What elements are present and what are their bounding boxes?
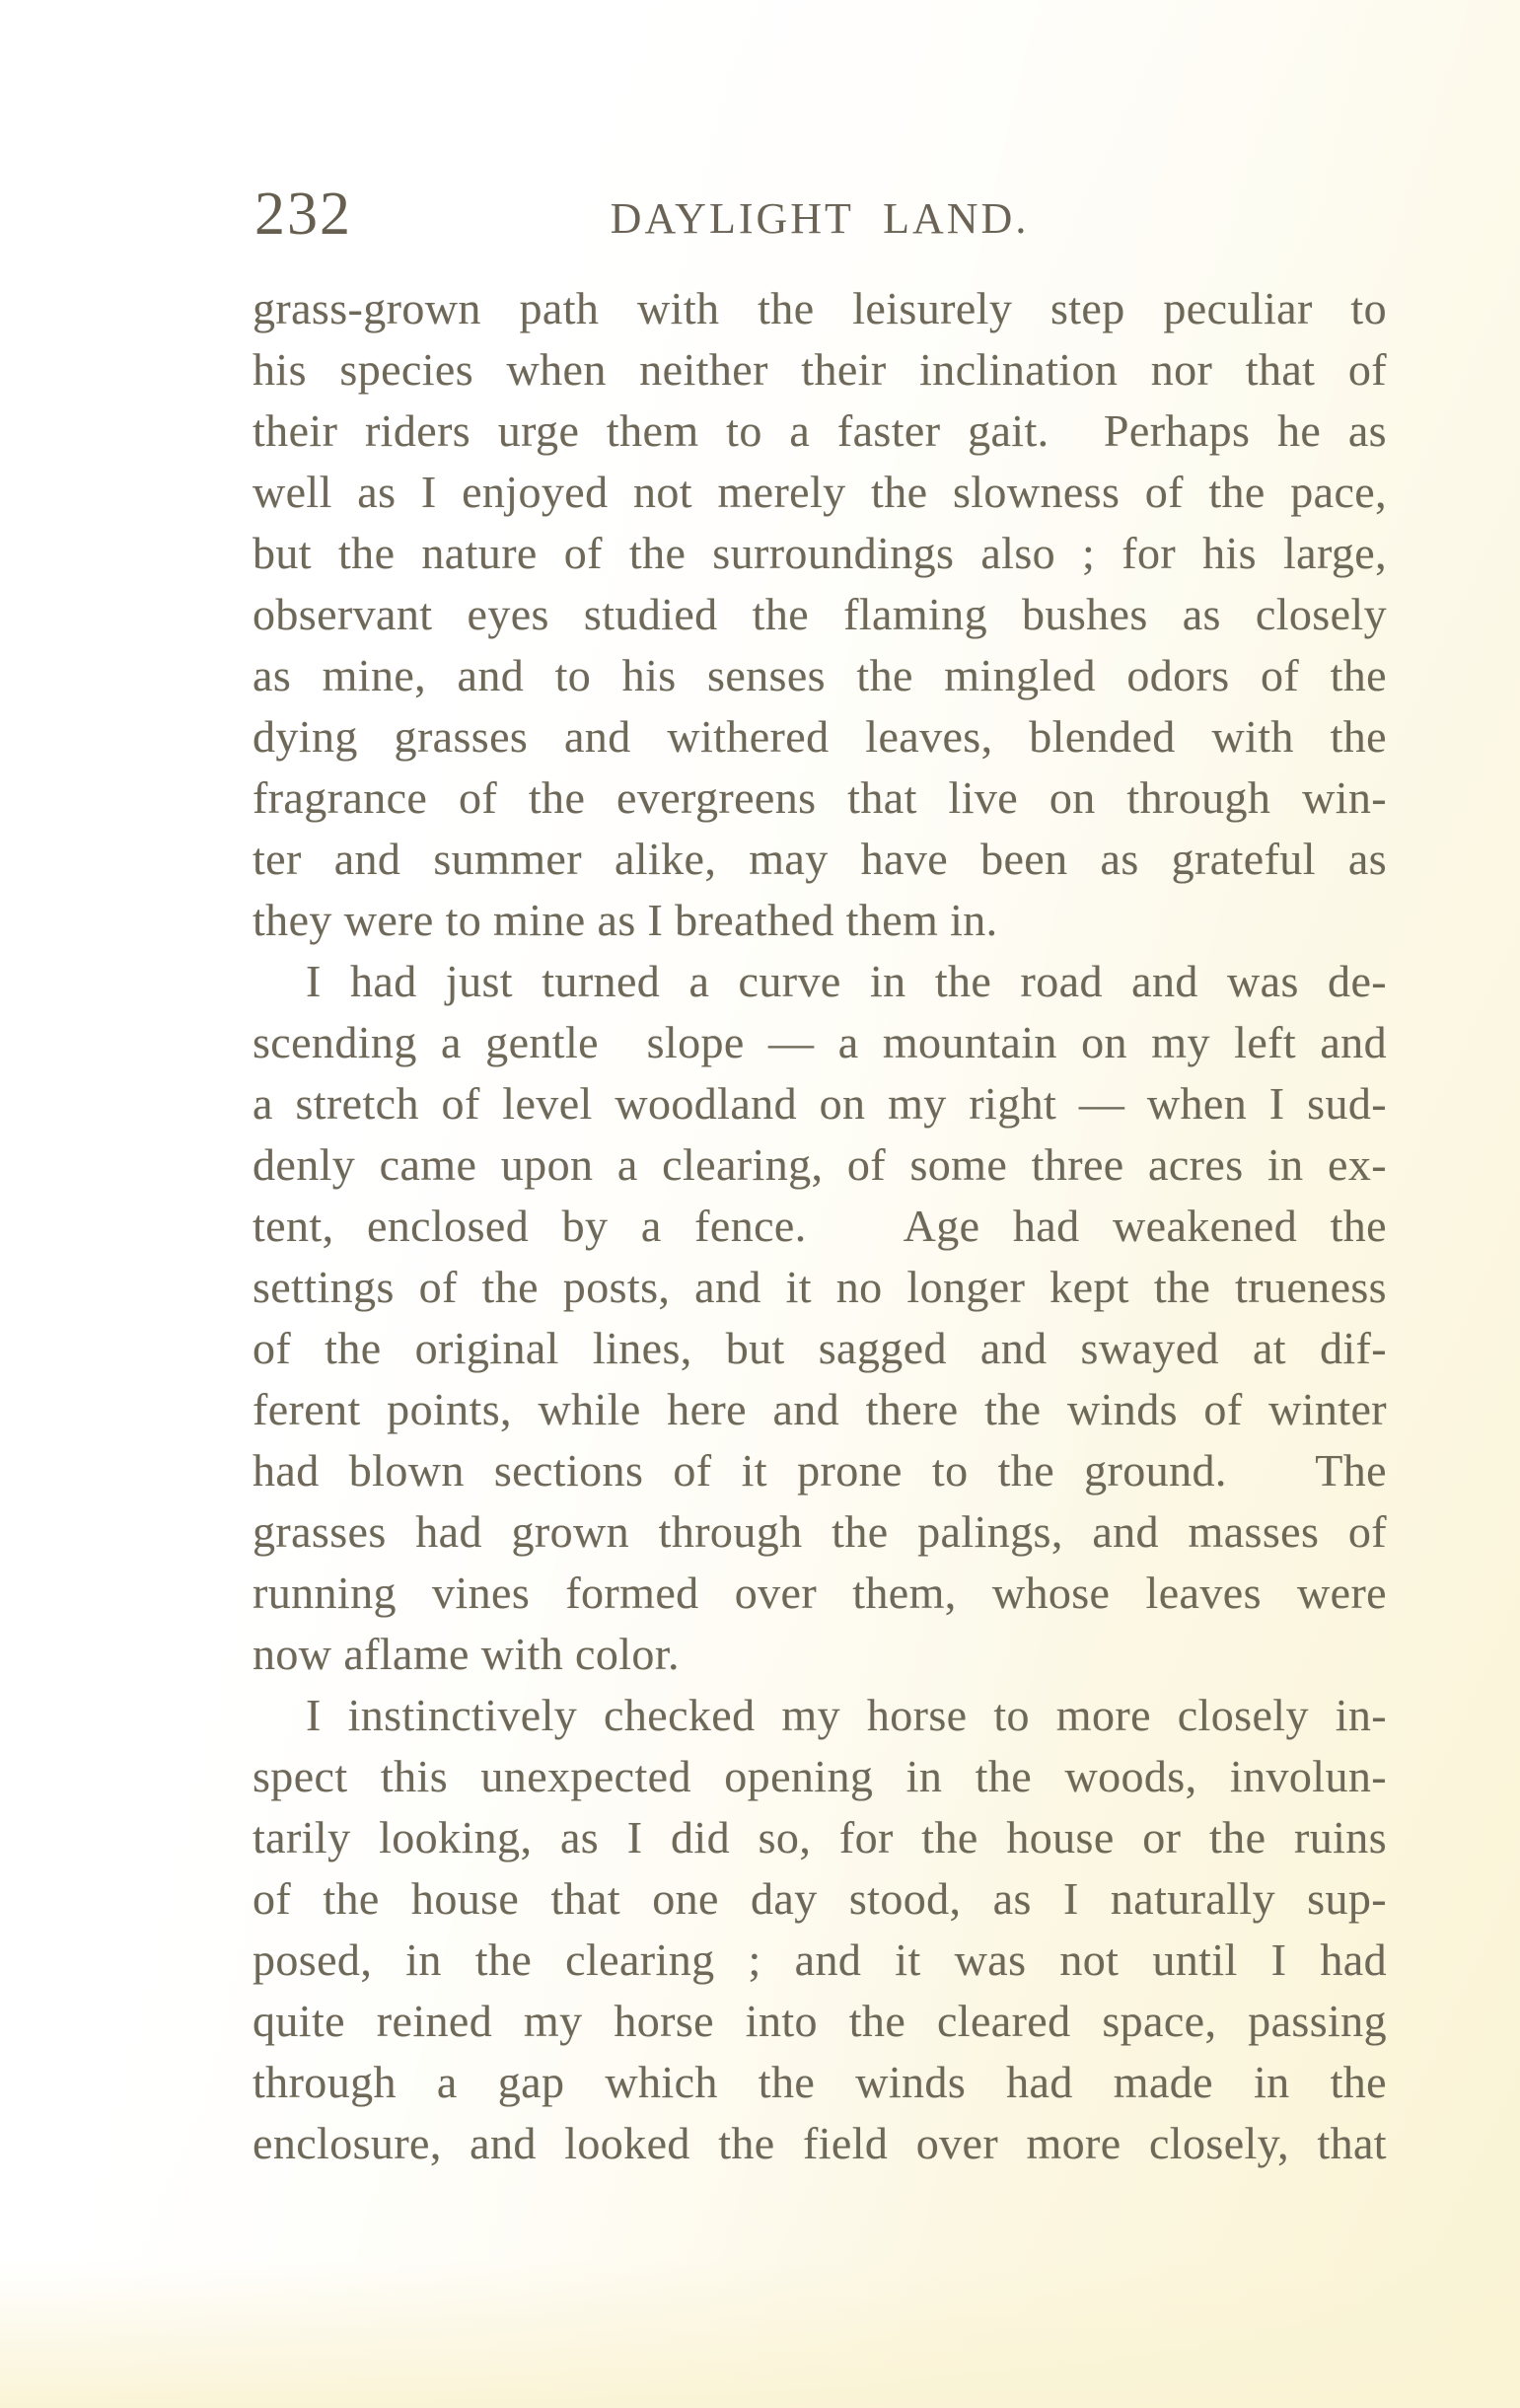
page-header — [253, 183, 1387, 272]
text-line: running vines formed over them, whose leaves were — [253, 1568, 1387, 1618]
text-line: settings of the posts, and it no longer kept the trueness — [253, 1262, 1387, 1312]
text-line: denly came upon a clearing, of some three acres in ex- — [253, 1139, 1387, 1190]
text-line: ferent points, while here and there the winds of winter — [253, 1384, 1387, 1434]
text-line: well as I enjoyed not merely the slowness of the pace, — [253, 467, 1387, 517]
text-line: enclosure, and looked the field over more closely, that — [253, 2118, 1387, 2168]
text-line: their riders urge them to a faster gait. Perhaps he as — [253, 405, 1387, 456]
text-line: they were to mine as I breathed them in. — [253, 895, 998, 945]
text-line: grass-grown path with the leisurely step peculiar to — [253, 283, 1387, 333]
text-line: scending a gentle slope — a mountain on my left and — [253, 1017, 1387, 1067]
text-line: had blown sections of it prone to the ground. The — [253, 1445, 1387, 1496]
text-line: of the house that one day stood, as I naturally sup- — [253, 1873, 1387, 1924]
text-line: spect this unexpected opening in the woods, involun- — [253, 1751, 1387, 1801]
paragraph — [253, 951, 1387, 1685]
text-line: now aflame with color. — [253, 1629, 680, 1679]
running-title: DAYLIGHT LAND. — [610, 194, 1030, 243]
text-line: a stretch of level woodland on my right — when I sud- — [253, 1078, 1387, 1129]
text-line: I instinctively checked my horse to more closely in- — [306, 1690, 1387, 1740]
text-line: his species when neither their inclination nor that of — [253, 344, 1387, 395]
text-line: tent, enclosed by a fence. Age had weakened the — [253, 1201, 1387, 1251]
text-line: posed, in the clearing ; and it was not until I had — [253, 1934, 1387, 1985]
paragraph — [253, 1685, 1387, 2174]
text-line: through a gap which the winds had made in the — [253, 2057, 1387, 2107]
paragraph — [253, 278, 1387, 951]
text-line: as mine, and to his senses the mingled odors of the — [253, 650, 1387, 700]
page-number: 232 — [254, 181, 352, 248]
text-line: but the nature of the surroundings also ; for his large, — [253, 528, 1387, 578]
text-line: I had just turned a curve in the road and was de- — [306, 956, 1387, 1006]
text-line: observant eyes studied the flaming bushes as closely — [253, 589, 1387, 639]
text-line: grasses had grown through the palings, and masses of — [253, 1506, 1387, 1557]
body-text-block — [253, 278, 1387, 2174]
text-line: ter and summer alike, may have been as grateful as — [253, 834, 1387, 884]
text-line: dying grasses and withered leaves, blended with the — [253, 711, 1387, 762]
text-line: quite reined my horse into the cleared space, passing — [253, 1996, 1387, 2046]
text-line: of the original lines, but sagged and swayed at dif- — [253, 1323, 1387, 1373]
text-line: fragrance of the evergreens that live on through win- — [253, 772, 1387, 823]
text-line: tarily looking, as I did so, for the house or the ruins — [253, 1812, 1387, 1862]
